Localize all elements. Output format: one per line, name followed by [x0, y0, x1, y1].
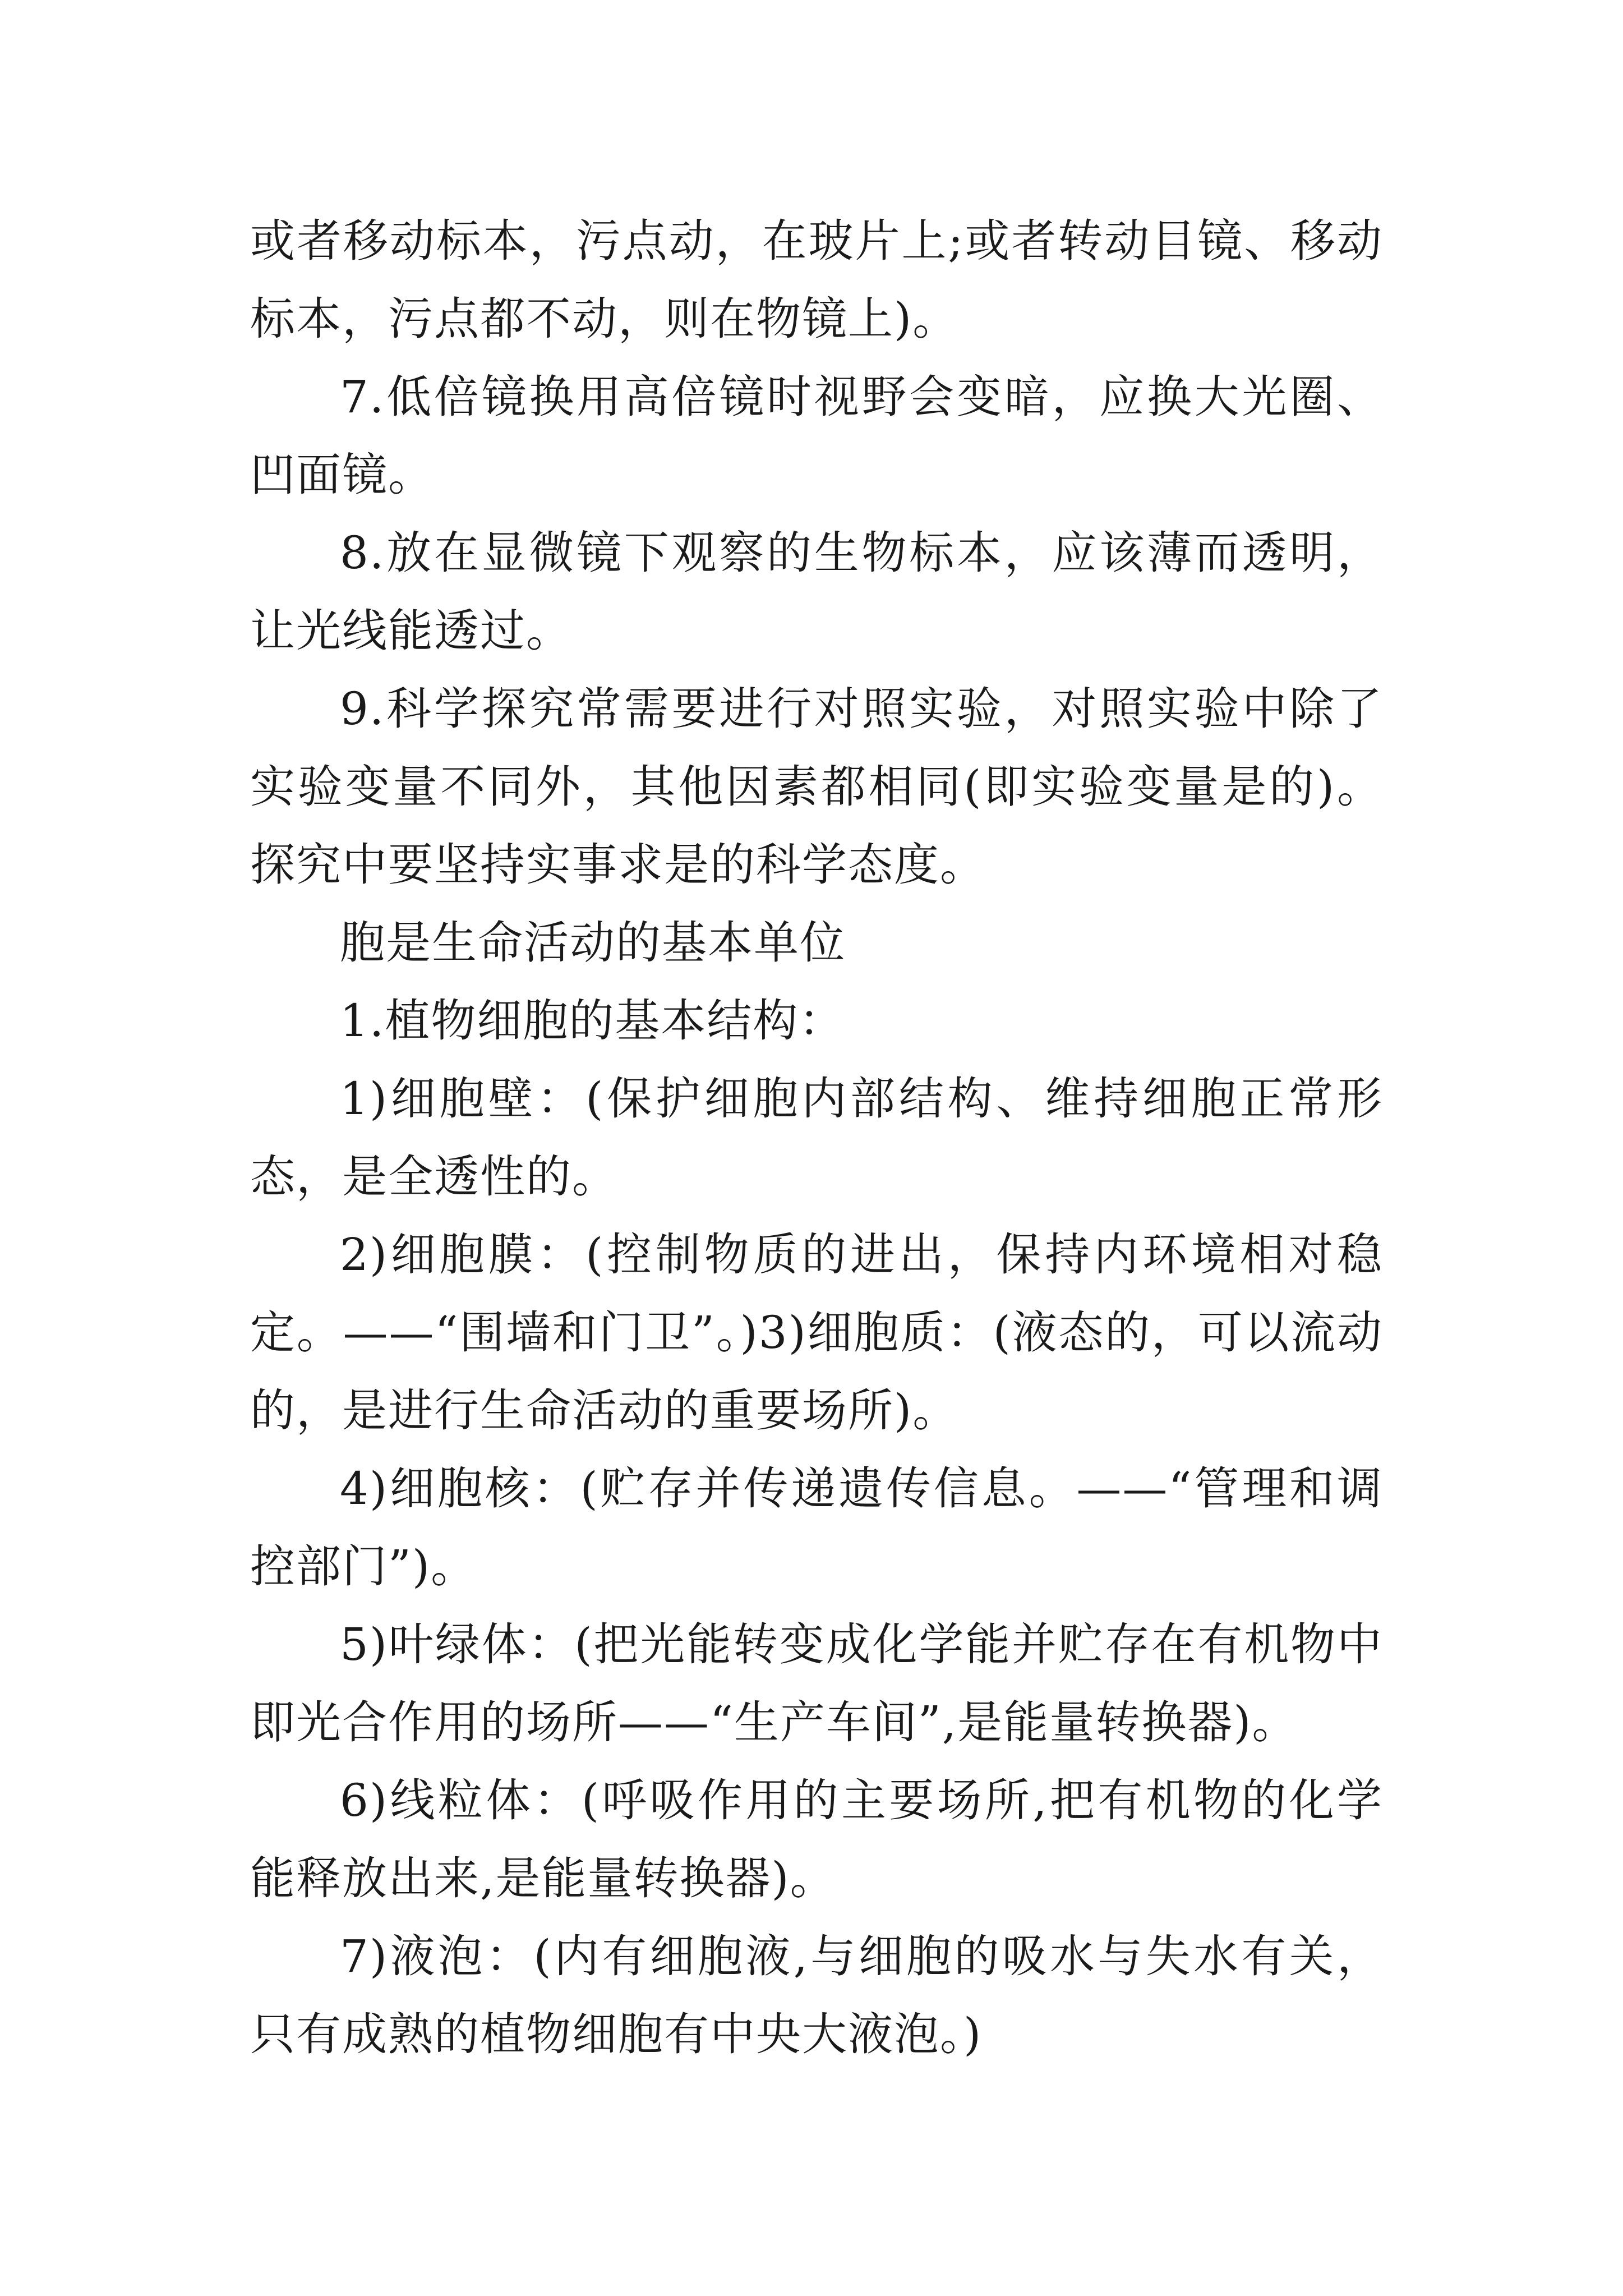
document-body	[250, 202, 1383, 2073]
section-heading: 胞是生命活动的基本单位	[340, 917, 846, 969]
paragraph-item-8: 8.放在显微镜下观察的生物标本，应该薄而透明，让光线能透过。	[250, 527, 1383, 657]
paragraph-item-7: 7.低倍镜换用高倍镜时视野会变暗，应换大光圈、凹面镜。	[250, 371, 1383, 501]
paragraph-cell-wall: 1)细胞壁：(保护细胞内部结构、维持细胞正常形态，是全透性的。	[250, 1073, 1383, 1203]
paragraph-item-9: 9.科学探究常需要进行对照实验，对照实验中除了实验变量不同外，其他因素都相同(即实验变量是的)。探究中要坚持实事求是的科学态度。	[250, 683, 1383, 891]
paragraph-mitochondria: 6)线粒体：(呼吸作用的主要场所,把有机物的化学能释放出来,是能量转换器)。	[250, 1774, 1383, 1904]
paragraph-nucleus: 4)细胞核：(贮存并传递遗传信息。——“管理和调控部门”)。	[250, 1462, 1383, 1593]
paragraph-cell-structure: 1.植物细胞的基本结构：	[340, 995, 845, 1047]
paragraph-cell-membrane: 2)细胞膜：(控制物质的进出，保持内环境相对稳定。——“围墙和门卫”。)3)细胞质：(液态的，可以流动的，是进行生命活动的重要场所)。	[250, 1228, 1383, 1437]
paragraph-continuation: 或者移动标本，污点动，在玻片上;或者转动目镜、移动标本，污点都不动，则在物镜上)。	[250, 215, 1383, 345]
paragraph-chloroplast: 5)叶绿体：(把光能转变成化学能并贮存在有机物中即光合作用的场所——“生产车间”,是能量转换器)。	[250, 1618, 1383, 1749]
paragraph-vacuole: 7)液泡：(内有细胞液,与细胞的吸水与失水有关，只有成熟的植物细胞有中央大液泡。)	[250, 1930, 1383, 2060]
